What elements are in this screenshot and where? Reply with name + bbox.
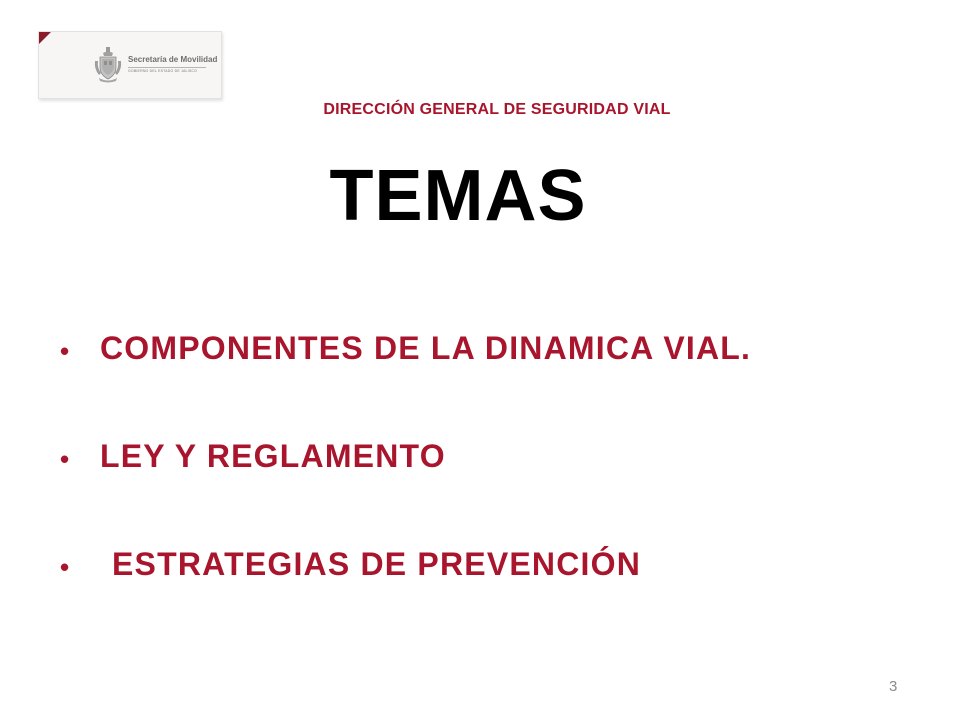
page-title: TEMAS (329, 156, 587, 236)
topic-label: COMPONENTES DE LA DINAMICA VIAL. (100, 330, 752, 366)
secretaria-logo (38, 31, 222, 99)
topic-label: ESTRATEGIAS DE PREVENCIÓN (112, 546, 642, 582)
bullet-icon: • (60, 444, 71, 474)
logo-text (128, 56, 217, 74)
logo-content (93, 42, 218, 88)
logo-divider (128, 67, 206, 68)
jalisco-coat-of-arms-icon (93, 47, 123, 83)
bullet-icon: • (60, 552, 71, 582)
topic-label: LEY Y REGLAMENTO (100, 438, 446, 474)
header-title: DIRECCIÓN GENERAL DE SEGURIDAD VIAL (323, 101, 671, 118)
logo-corner-accent (39, 32, 51, 44)
bullet-icon: • (60, 336, 71, 366)
logo-subtitle: GOBIERNO DEL ESTADO DE JALISCO (128, 69, 198, 74)
slide-number: 3 (889, 678, 898, 695)
logo-organization-name: Secretaría de Movilidad (128, 55, 218, 65)
